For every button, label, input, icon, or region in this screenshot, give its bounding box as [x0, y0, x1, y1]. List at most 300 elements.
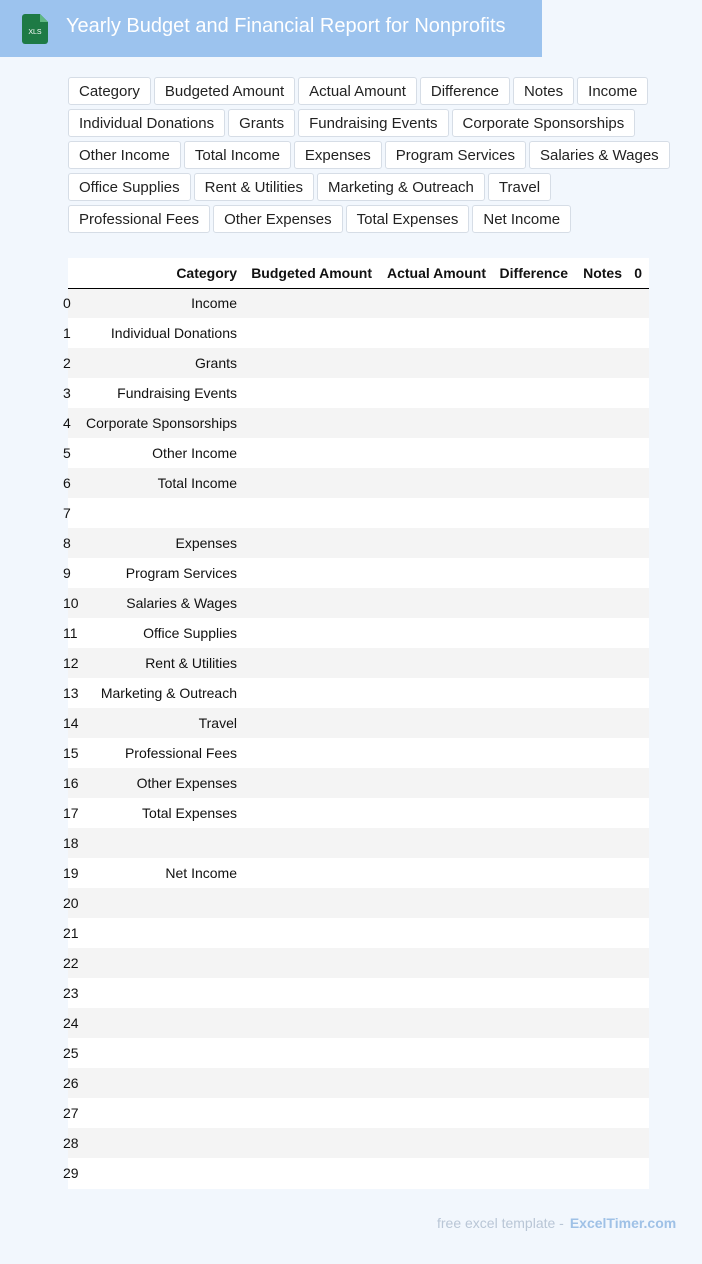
row-index: 10 — [63, 595, 79, 611]
column-chip[interactable]: Actual Amount — [298, 77, 417, 105]
column-chip[interactable]: Expenses — [294, 141, 382, 169]
table-cell — [629, 348, 649, 378]
column-chip[interactable]: Fundraising Events — [298, 109, 448, 137]
table-cell — [80, 888, 244, 918]
table-cell — [575, 1158, 629, 1188]
table-row — [68, 438, 649, 468]
column-chip[interactable]: Rent & Utilities — [194, 173, 314, 201]
table-row — [68, 1158, 649, 1188]
row-index-cell — [63, 408, 80, 438]
table-row — [68, 768, 649, 798]
table-cell — [379, 378, 493, 408]
table-row — [68, 1068, 649, 1098]
row-index: 9 — [63, 565, 71, 581]
table-cell — [379, 498, 493, 528]
table-cell — [493, 468, 575, 498]
column-chip[interactable]: Other Expenses — [213, 205, 343, 233]
table-cell — [379, 858, 493, 888]
table-cell — [629, 1008, 649, 1038]
row-index-cell — [63, 888, 80, 918]
table-cell — [244, 798, 379, 828]
table-cell — [629, 408, 649, 438]
row-index: 1 — [63, 325, 71, 341]
table-cell — [244, 318, 379, 348]
row-index-cell — [63, 348, 80, 378]
table-cell — [575, 318, 629, 348]
table-row — [68, 888, 649, 918]
row-index-cell — [63, 798, 80, 828]
column-header: Difference — [493, 258, 575, 288]
table-cell: Income — [80, 288, 244, 318]
table-row — [68, 678, 649, 708]
table-cell — [629, 1098, 649, 1128]
column-chip[interactable]: Office Supplies — [68, 173, 191, 201]
row-index-cell — [63, 1008, 80, 1038]
table-cell — [493, 1128, 575, 1158]
table-cell — [244, 1008, 379, 1038]
table-cell — [629, 318, 649, 348]
table-cell — [379, 318, 493, 348]
row-index-cell — [63, 1158, 80, 1188]
table-cell — [493, 708, 575, 738]
column-chip[interactable]: Marketing & Outreach — [317, 173, 485, 201]
table-cell — [629, 888, 649, 918]
column-chip[interactable]: Salaries & Wages — [529, 141, 670, 169]
table-cell — [629, 1038, 649, 1068]
column-chip[interactable]: Net Income — [472, 205, 571, 233]
table-cell — [244, 708, 379, 738]
row-index-cell — [63, 558, 80, 588]
table-cell — [493, 1068, 575, 1098]
table-cell — [80, 1068, 244, 1098]
table-cell — [80, 1128, 244, 1158]
table-cell — [629, 588, 649, 618]
table-cell — [629, 948, 649, 978]
column-chip[interactable]: Total Expenses — [346, 205, 470, 233]
xls-file-icon — [22, 14, 48, 44]
row-index-cell — [63, 1068, 80, 1098]
table-cell — [629, 918, 649, 948]
table-row — [68, 588, 649, 618]
table-row — [68, 648, 649, 678]
table-cell — [629, 1128, 649, 1158]
column-chip[interactable]: Total Income — [184, 141, 291, 169]
row-index: 3 — [63, 385, 71, 401]
column-chip[interactable]: Other Income — [68, 141, 181, 169]
table-row — [68, 708, 649, 738]
table-cell — [493, 528, 575, 558]
table-row — [68, 1098, 649, 1128]
table-cell — [575, 768, 629, 798]
table-cell — [629, 828, 649, 858]
table-cell: Other Expenses — [80, 768, 244, 798]
row-index-cell — [63, 948, 80, 978]
table-row — [68, 378, 649, 408]
table-cell — [244, 1038, 379, 1068]
table-cell — [629, 858, 649, 888]
row-index: 2 — [63, 355, 71, 371]
row-index-cell — [63, 858, 80, 888]
table-cell — [575, 648, 629, 678]
table-cell — [244, 558, 379, 588]
row-index-cell — [63, 1128, 80, 1158]
table-cell: Office Supplies — [80, 618, 244, 648]
table-row — [68, 1008, 649, 1038]
table-row — [68, 948, 649, 978]
table-cell — [493, 1008, 575, 1038]
column-chip[interactable]: Category — [68, 77, 151, 105]
column-chip[interactable]: Travel — [488, 173, 551, 201]
table-cell — [575, 1008, 629, 1038]
table-cell — [244, 1128, 379, 1158]
table-cell — [629, 558, 649, 588]
column-chip[interactable]: Difference — [420, 77, 510, 105]
row-index-cell — [63, 678, 80, 708]
table-cell — [493, 858, 575, 888]
table-cell — [493, 1158, 575, 1188]
table-cell — [575, 948, 629, 978]
title-banner — [0, 0, 542, 57]
table-cell — [244, 858, 379, 888]
table-cell — [575, 558, 629, 588]
row-index: 13 — [63, 685, 79, 701]
table-cell — [493, 408, 575, 438]
table-cell: Total Expenses — [80, 798, 244, 828]
table-cell — [379, 468, 493, 498]
table-cell — [244, 288, 379, 318]
row-index: 5 — [63, 445, 71, 461]
table-cell — [575, 1038, 629, 1068]
table-cell — [629, 708, 649, 738]
table-cell — [244, 468, 379, 498]
table-cell — [244, 768, 379, 798]
table-row — [68, 408, 649, 438]
row-index: 16 — [63, 775, 79, 791]
column-chip-list — [68, 77, 694, 233]
table-cell — [575, 678, 629, 708]
table-cell — [379, 678, 493, 708]
row-index-cell — [63, 468, 80, 498]
table-cell — [379, 918, 493, 948]
table-row — [68, 918, 649, 948]
row-index-cell — [63, 918, 80, 948]
table-row — [68, 558, 649, 588]
page-title: Yearly Budget and Financial Report for Nonprofits — [66, 15, 506, 37]
table-cell — [379, 708, 493, 738]
table-cell — [493, 828, 575, 858]
footer-brand-link[interactable]: ExcelTimer.com — [569, 1215, 677, 1231]
table-cell — [629, 978, 649, 1008]
table-cell — [80, 498, 244, 528]
table-cell — [575, 738, 629, 768]
table-cell — [244, 498, 379, 528]
table-row — [68, 1128, 649, 1158]
table-cell — [575, 888, 629, 918]
table-cell: Fundraising Events — [80, 378, 244, 408]
table-row — [68, 528, 649, 558]
column-header: Category — [80, 258, 244, 288]
table-cell — [629, 1068, 649, 1098]
table-cell — [244, 348, 379, 378]
table-cell — [379, 888, 493, 918]
table-cell — [379, 348, 493, 378]
column-chip[interactable]: Professional Fees — [68, 205, 210, 233]
row-index-cell — [63, 288, 80, 318]
table-cell — [244, 588, 379, 618]
table-body — [63, 288, 649, 1188]
table-cell — [244, 678, 379, 708]
row-index: 17 — [63, 805, 79, 821]
column-header: Notes — [575, 258, 629, 288]
table-cell — [629, 618, 649, 648]
row-index-cell — [63, 438, 80, 468]
table-cell — [244, 1158, 379, 1188]
table-cell — [379, 948, 493, 978]
table-cell — [493, 978, 575, 1008]
row-index: 21 — [63, 925, 79, 941]
row-index: 4 — [63, 415, 71, 431]
row-index-cell — [63, 498, 80, 528]
row-index-cell — [63, 618, 80, 648]
table-cell: Net Income — [80, 858, 244, 888]
table-cell — [575, 828, 629, 858]
table-cell — [379, 1038, 493, 1068]
row-index: 27 — [63, 1105, 79, 1121]
row-index: 8 — [63, 535, 71, 551]
row-index: 24 — [63, 1015, 79, 1031]
table-cell — [244, 618, 379, 648]
table-cell — [244, 978, 379, 1008]
row-index: 6 — [63, 475, 71, 491]
row-index-cell — [63, 768, 80, 798]
row-index-cell — [63, 588, 80, 618]
table-cell — [575, 528, 629, 558]
row-index: 15 — [63, 745, 79, 761]
table-cell — [575, 618, 629, 648]
table-cell — [379, 618, 493, 648]
table-header-row — [68, 258, 649, 288]
table-cell — [575, 1068, 629, 1098]
table-cell — [493, 438, 575, 468]
column-chip[interactable]: Income — [577, 77, 648, 105]
table-cell — [244, 1068, 379, 1098]
table-row — [68, 288, 649, 318]
table-cell: Other Income — [80, 438, 244, 468]
row-index: 28 — [63, 1135, 79, 1151]
row-index-cell — [63, 978, 80, 1008]
table-cell — [493, 798, 575, 828]
table-cell — [493, 918, 575, 948]
row-index: 26 — [63, 1075, 79, 1091]
table-cell — [575, 1098, 629, 1128]
table-cell — [629, 528, 649, 558]
table-cell — [629, 468, 649, 498]
row-index: 19 — [63, 865, 79, 881]
row-index: 23 — [63, 985, 79, 1001]
table-cell — [493, 738, 575, 768]
table-cell — [80, 1158, 244, 1188]
table-cell — [80, 978, 244, 1008]
table-cell — [629, 678, 649, 708]
table-cell — [379, 1008, 493, 1038]
row-index-cell — [63, 318, 80, 348]
table-cell — [493, 678, 575, 708]
row-index-cell — [63, 1098, 80, 1128]
table-cell: Marketing & Outreach — [80, 678, 244, 708]
table-cell — [493, 618, 575, 648]
table-cell — [629, 378, 649, 408]
table-cell — [379, 528, 493, 558]
row-index: 14 — [63, 715, 79, 731]
table-cell — [379, 408, 493, 438]
table-cell — [379, 648, 493, 678]
table-cell — [379, 768, 493, 798]
row-index-cell — [63, 648, 80, 678]
column-chip[interactable]: Notes — [513, 77, 574, 105]
table-cell — [379, 828, 493, 858]
table-cell — [629, 438, 649, 468]
row-index-cell — [63, 738, 80, 768]
column-chip[interactable]: Program Services — [385, 141, 526, 169]
footer-text: free excel template - — [437, 1215, 564, 1231]
table-cell — [244, 528, 379, 558]
row-index: 12 — [63, 655, 79, 671]
row-index: 29 — [63, 1165, 79, 1181]
table-cell — [80, 1008, 244, 1038]
table-cell — [379, 1158, 493, 1188]
table-cell — [244, 918, 379, 948]
table-cell — [379, 1068, 493, 1098]
table-row — [68, 468, 649, 498]
table-cell — [493, 948, 575, 978]
table-cell — [80, 918, 244, 948]
table-cell — [244, 648, 379, 678]
table-cell — [80, 828, 244, 858]
table-cell: Corporate Sponsorships — [80, 408, 244, 438]
table-cell: Salaries & Wages — [80, 588, 244, 618]
footer-credit — [437, 1215, 676, 1231]
row-index: 18 — [63, 835, 79, 851]
table-cell — [629, 648, 649, 678]
table-cell: Travel — [80, 708, 244, 738]
table-cell — [575, 1128, 629, 1158]
row-index-cell — [63, 528, 80, 558]
table-cell — [493, 288, 575, 318]
table-cell — [493, 378, 575, 408]
table-cell — [575, 498, 629, 528]
table-row — [68, 738, 649, 768]
table-cell — [629, 1158, 649, 1188]
table-cell — [629, 498, 649, 528]
table-row — [68, 828, 649, 858]
column-chip[interactable]: Budgeted Amount — [154, 77, 295, 105]
table-cell — [575, 858, 629, 888]
table-cell — [575, 468, 629, 498]
table-cell — [629, 768, 649, 798]
table-cell — [379, 738, 493, 768]
table-cell — [379, 438, 493, 468]
table-cell — [80, 1038, 244, 1068]
table-row — [68, 318, 649, 348]
row-index: 22 — [63, 955, 79, 971]
table-cell: Rent & Utilities — [80, 648, 244, 678]
table-cell — [575, 798, 629, 828]
table-cell — [244, 738, 379, 768]
table-cell — [379, 558, 493, 588]
table-cell: Total Income — [80, 468, 244, 498]
table-cell — [629, 288, 649, 318]
table-row — [68, 498, 649, 528]
row-index-cell — [63, 1038, 80, 1068]
table-row — [68, 618, 649, 648]
row-index: 11 — [63, 625, 78, 641]
table-cell: Expenses — [80, 528, 244, 558]
column-chip[interactable]: Corporate Sponsorships — [452, 109, 636, 137]
row-index: 7 — [63, 505, 71, 521]
table-cell — [244, 828, 379, 858]
table-cell — [379, 798, 493, 828]
row-index: 20 — [63, 895, 79, 911]
row-index: 0 — [63, 295, 71, 312]
table-cell — [379, 1128, 493, 1158]
table-cell — [575, 348, 629, 378]
table-cell — [379, 978, 493, 1008]
table-cell — [575, 588, 629, 618]
table-cell — [379, 588, 493, 618]
row-index-cell — [63, 708, 80, 738]
table-cell — [493, 1098, 575, 1128]
table-cell — [493, 498, 575, 528]
column-header: Budgeted Amount — [244, 258, 379, 288]
column-chip[interactable]: Individual Donations — [68, 109, 225, 137]
table-cell — [493, 318, 575, 348]
table-cell — [493, 1038, 575, 1068]
table-cell — [575, 438, 629, 468]
table-cell — [244, 408, 379, 438]
table-row — [68, 858, 649, 888]
table-cell — [629, 738, 649, 768]
table-cell: Individual Donations — [80, 318, 244, 348]
table-cell — [379, 1098, 493, 1128]
column-chip[interactable]: Grants — [228, 109, 295, 137]
row-index-cell — [63, 828, 80, 858]
table-cell — [493, 588, 575, 618]
table-row — [68, 348, 649, 378]
table-cell — [493, 888, 575, 918]
row-index-cell — [63, 378, 80, 408]
table-cell — [80, 1098, 244, 1128]
table-cell — [575, 978, 629, 1008]
table-cell — [629, 798, 649, 828]
table-cell: Professional Fees — [80, 738, 244, 768]
table-row — [68, 978, 649, 1008]
budget-table — [63, 258, 649, 1188]
column-header: Actual Amount — [379, 258, 493, 288]
table-cell — [80, 948, 244, 978]
table-cell — [575, 378, 629, 408]
column-header: 0 — [629, 258, 649, 288]
table-cell — [493, 648, 575, 678]
spreadsheet-preview — [63, 258, 649, 1189]
table-cell — [244, 378, 379, 408]
table-cell: Grants — [80, 348, 244, 378]
row-index: 25 — [63, 1045, 79, 1061]
table-cell — [575, 708, 629, 738]
table-cell — [244, 888, 379, 918]
table-cell — [379, 288, 493, 318]
table-cell: Program Services — [80, 558, 244, 588]
column-header — [68, 258, 80, 288]
